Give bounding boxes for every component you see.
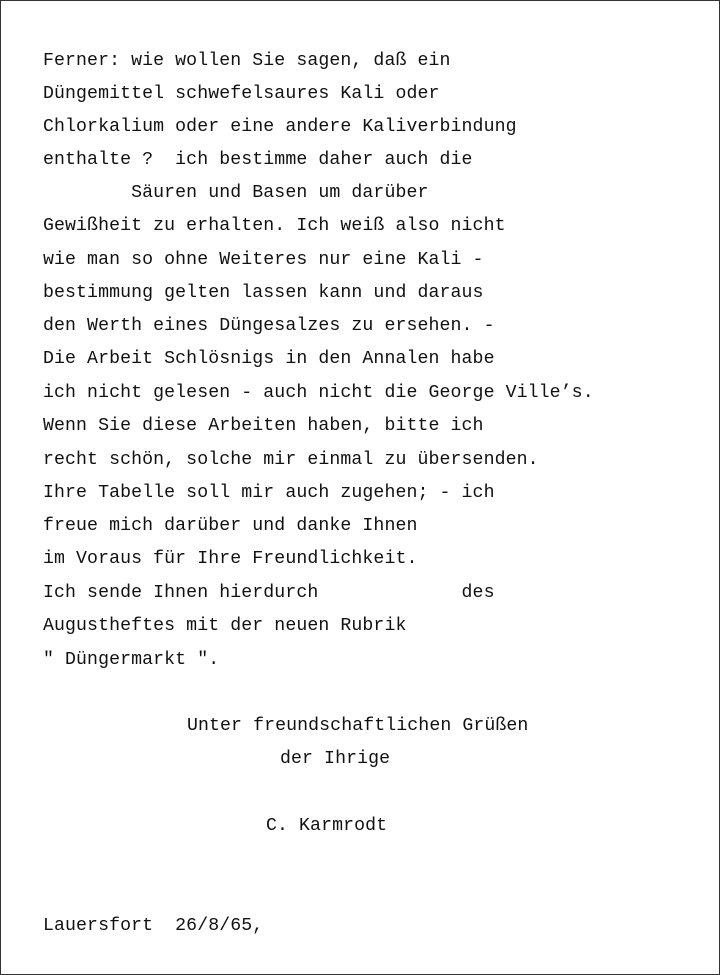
body-line: bestimmung gelten lassen kann und daraus (43, 283, 484, 303)
body-line: Chlorkalium oder eine andere Kaliverbindung (43, 117, 517, 137)
body-line: freue mich darüber und danke Ihnen (43, 516, 418, 536)
place-date: Lauersfort 26/8/65, (43, 916, 264, 936)
body-line: Säuren und Basen um darüber (43, 183, 429, 203)
body-line: Augustheftes mit der neuen Rubrik (43, 616, 407, 636)
body-line: ich nicht gelesen - auch nicht die George Ville’s. (43, 383, 594, 403)
body-line: Wenn Sie diese Arbeiten haben, bitte ich (43, 416, 484, 436)
signature: C. Karmrodt (266, 816, 388, 836)
body-line: wie man so ohne Weiteres nur eine Kali - (43, 250, 484, 270)
body-line: Ihre Tabelle soll mir auch zugehen; - ich (43, 483, 495, 503)
body-line: recht schön, solche mir einmal zu übersenden. (43, 450, 539, 470)
closing-line: Unter freundschaftlichen Grüßen (187, 716, 529, 736)
body-line: Düngemittel schwefelsaures Kali oder (43, 84, 440, 104)
body-line: " Düngermarkt ". (43, 650, 220, 670)
body-line: Ferner: wie wollen Sie sagen, daß ein (43, 51, 451, 71)
body-line: den Werth eines Düngesalzes zu ersehen. - (43, 316, 495, 336)
body-line: im Voraus für Ihre Freundlichkeit. (43, 549, 418, 569)
body-line: enthalte ? ich bestimme daher auch die (43, 150, 473, 170)
closing-sub-line: der Ihrige (280, 749, 391, 769)
body-line: Gewißheit zu erhalten. Ich weiß also nicht (43, 216, 506, 236)
body-line: Die Arbeit Schlösnigs in den Annalen habe (43, 349, 495, 369)
body-line: Ich sende Ihnen hierdurch des (43, 583, 495, 603)
